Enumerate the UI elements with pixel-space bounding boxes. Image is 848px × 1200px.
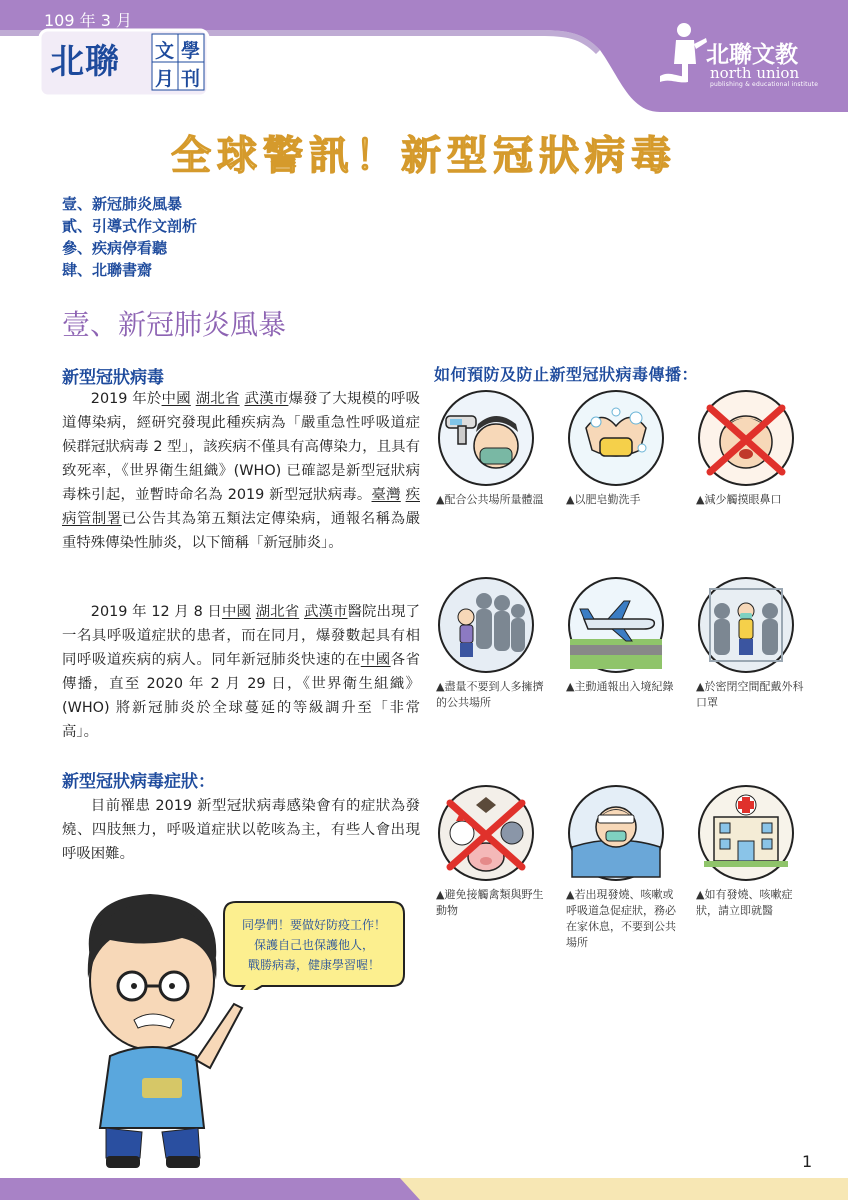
toc-item[interactable]: 壹、新冠肺炎風暴 — [62, 195, 183, 213]
handwash-icon — [566, 388, 666, 488]
symptoms-paragraph: 目前罹患 2019 新型冠狀病毒感染會有的症狀為發燒、四肢無力，呼吸道症狀以乾咳為主，有些人會出現呼吸困難。 — [62, 798, 420, 862]
issue-date: 109 年 3 月 — [44, 11, 132, 30]
publisher-mascot-icon — [660, 20, 708, 90]
logo-char-2: 學 — [181, 40, 201, 62]
prevention-caption: ▲以肥皂勤洗手 — [566, 493, 641, 506]
rest-at-home-icon — [566, 783, 666, 883]
page-number: 1 — [802, 1152, 813, 1171]
logo-char-4: 刊 — [181, 68, 201, 90]
prevention-item — [436, 388, 552, 508]
prevention-caption: ▲若出現發燒、咳嗽或呼吸道急促症狀，務必在家休息，不要到公共場所 — [566, 888, 676, 949]
prevention-title: 如何預防及防止新型冠狀病毒傳播： — [434, 365, 699, 384]
airplane-icon — [566, 575, 666, 675]
symptoms-heading: 新型冠狀病毒症狀： — [62, 772, 215, 792]
prevention-item — [696, 388, 812, 508]
avoid-crowd-icon — [436, 575, 536, 675]
speech-bubble-text — [226, 915, 402, 975]
no-face-touch-icon — [696, 388, 796, 488]
magazine-logo-text: 北聯 — [50, 42, 120, 82]
footer-band — [0, 1172, 848, 1200]
prevention-item — [436, 783, 552, 919]
speech-line: 保護自己也保護他人， — [253, 938, 374, 952]
prevention-caption: ▲如有發燒、咳嗽症狀，請立即就醫 — [696, 888, 793, 917]
publisher-name: 北聯文教 — [706, 42, 798, 68]
toc-item[interactable]: 參、疾病停看聽 — [62, 239, 168, 257]
prevention-caption: ▲於密閉空間配戴外科口罩 — [696, 680, 804, 709]
publisher-subtitle: publishing & educational institute — [710, 81, 819, 88]
prevention-caption: ▲減少觸摸眼鼻口 — [696, 493, 782, 506]
table-of-contents — [62, 193, 197, 281]
page-title: 全球警訊！新型冠狀病毒 — [171, 133, 677, 179]
logo-char-3: 月 — [155, 68, 175, 90]
thermometer-icon — [436, 388, 536, 488]
toc-item[interactable]: 貳、引導式作文剖析 — [62, 217, 198, 235]
section-title: 壹、新冠肺炎風暴 — [62, 308, 287, 341]
article-heading: 新型冠狀病毒 — [62, 368, 164, 388]
prevention-caption: ▲配合公共場所量體溫 — [436, 493, 544, 506]
prevention-item — [696, 575, 812, 711]
logo-char-1: 文 — [155, 40, 175, 62]
prevention-item — [566, 575, 682, 695]
article-paragraph-2: 2019 年 12 月 8 日中國 湖北省 武漢市醫院出現了一名具呼吸道症狀的患者，而在同月，爆發數起具有相同呼吸道疾病的病人。同年新冠肺炎快速的在中國各省傳播，直至 2020 年 2 月 29 日，《世界衛生組織》(WHO) 將新冠肺炎於全球蔓延的等級調升至「非常高」。 — [62, 604, 420, 740]
prevention-item — [696, 783, 812, 919]
prevention-item — [436, 575, 552, 711]
no-wild-animals-icon — [436, 783, 536, 883]
prevention-caption: ▲避免接觸禽類與野生動物 — [436, 888, 544, 917]
article-paragraph-1: 2019 年於中國 湖北省 武漢市爆發了大規模的呼吸道傳染病，經研究發現此種疾病為「嚴重急性呼吸道症候群冠狀病毒 2 型」，該疾病不僅具有高傳染力，且具有致死率，《世界衛生組織》(WHO) 已確認是新型冠狀病毒株引起，並暫時命名為 2019 新型冠狀病毒。臺灣 疾病管制署已公告其為第五類法定傳染病，通報名稱為嚴重特殊傳染性肺炎，以下簡稱「新冠肺炎」。 — [62, 391, 420, 551]
speech-line: 同學們！要做好防疫工作！ — [241, 918, 386, 932]
hospital-icon — [696, 783, 796, 883]
prevention-item — [566, 783, 682, 951]
mask-enclosed-icon — [696, 575, 796, 675]
prevention-caption: ▲盡量不要到人多擁擠的公共場所 — [436, 680, 544, 709]
prevention-caption: ▲主動通報出入境紀錄 — [566, 680, 674, 693]
speech-line: 戰勝病毒，健康學習喔！ — [247, 958, 380, 972]
publisher-english-name: north union — [710, 64, 800, 82]
toc-item[interactable]: 肆、北聯書齋 — [62, 261, 153, 279]
prevention-item — [566, 388, 682, 508]
